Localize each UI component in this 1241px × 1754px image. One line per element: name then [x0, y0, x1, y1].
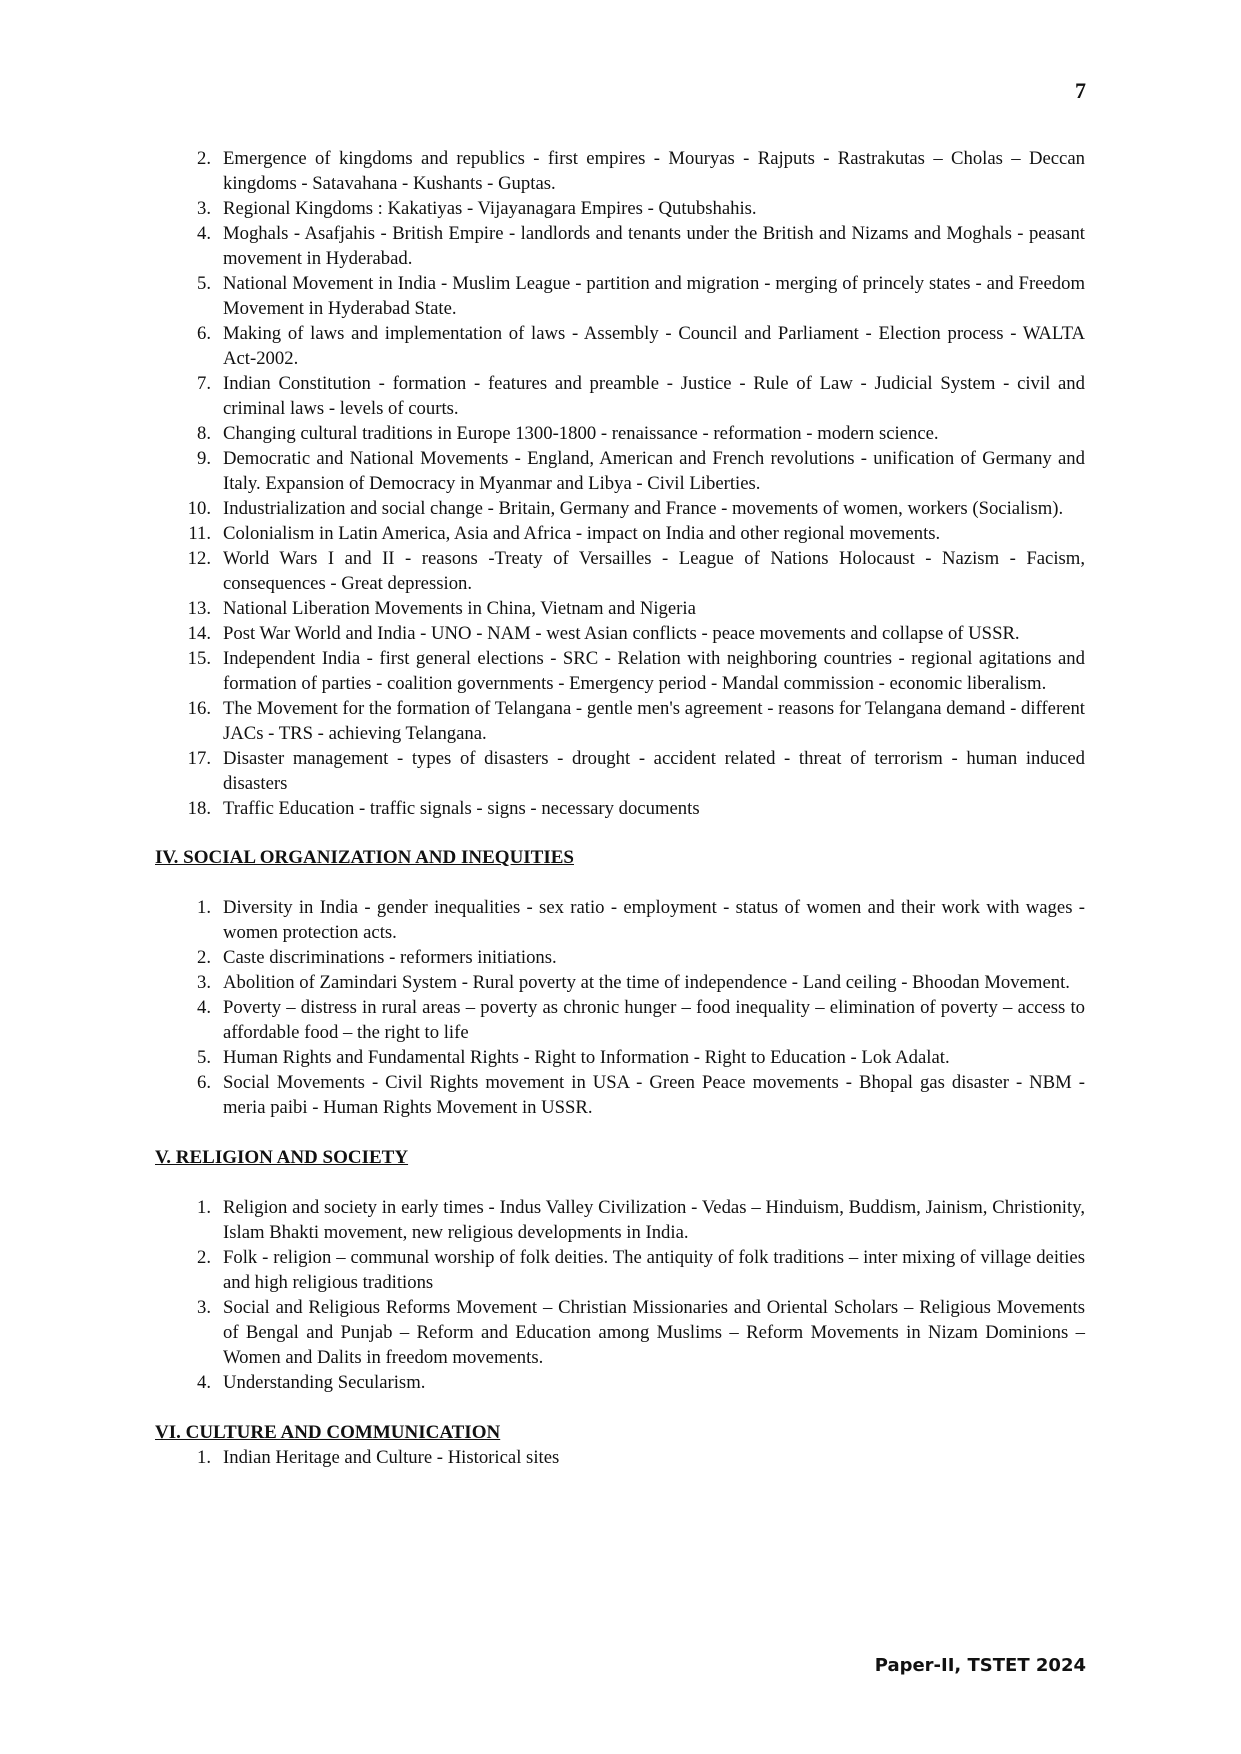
- list-item-text: Disaster management - types of disasters - drought - accident related - threat of terrorism - human induced disasters: [223, 748, 1085, 794]
- list-item: [155, 1370, 1085, 1395]
- list-item: [155, 446, 1085, 496]
- list-item-number: 4.: [196, 997, 211, 1018]
- list-item-text: Folk - religion – communal worship of folk deities. The antiquity of folk traditions – inter mixing of village deities and high religious traditions: [223, 1247, 1085, 1293]
- list-item-text: Abolition of Zamindari System - Rural poverty at the time of independence - Land ceiling - Bhoodan Movement.: [223, 972, 1070, 993]
- list-item: [155, 221, 1085, 271]
- list-item-text: Making of laws and implementation of laws - Assembly - Council and Parliament - Election process - WALTA Act-2002.: [223, 323, 1085, 369]
- list-item-text: Social Movements - Civil Rights movement in USA - Green Peace movements - Bhopal gas disaster - NBM - meria paibi - Human Rights Movement in USSR.: [223, 1072, 1085, 1118]
- list-item-number: 6.: [196, 1072, 211, 1093]
- list-item-text: Social and Religious Reforms Movement – Christian Missionaries and Oriental Scholars – Religious Movements of Bengal and Punjab – Reform and Education among Muslims – Reform Movements in Nizam Dominions – Women and Dalits in freedom movements.: [223, 1297, 1085, 1368]
- list-item-text: Industrialization and social change - Britain, Germany and France - movements of women, workers (Socialism).: [223, 498, 1064, 519]
- list-item: [155, 271, 1085, 321]
- list-item-number: 11.: [188, 523, 211, 544]
- list-item-text: Colonialism in Latin America, Asia and Africa - impact on India and other regional movements.: [223, 523, 941, 544]
- list-item: [155, 995, 1085, 1045]
- list-item: [155, 1045, 1085, 1070]
- section3-list: [155, 146, 1085, 821]
- list-item-number: 17.: [187, 748, 211, 769]
- list-item-number: 3.: [196, 972, 211, 993]
- list-item: [155, 1070, 1085, 1120]
- list-item: [155, 596, 1085, 621]
- list-item-number: 9.: [196, 448, 211, 469]
- list-item-number: 5.: [196, 273, 211, 294]
- list-item-text: National Liberation Movements in China, Vietnam and Nigeria: [223, 598, 696, 619]
- list-item: [155, 1445, 1085, 1470]
- list-item: [155, 796, 1085, 821]
- section-heading-social-organization: IV. SOCIAL ORGANIZATION AND INEQUITIES: [155, 847, 574, 868]
- list-item-number: 15.: [187, 648, 211, 669]
- section-heading-religion-society: V. RELIGION AND SOCIETY: [155, 1147, 409, 1168]
- list-item: [155, 546, 1085, 596]
- list-item: [155, 1245, 1085, 1295]
- list-item-number: 13.: [187, 598, 211, 619]
- list-item-text: Indian Heritage and Culture - Historical sites: [223, 1447, 560, 1468]
- list-item-text: Regional Kingdoms : Kakatiyas - Vijayanagara Empires - Qutubshahis.: [223, 198, 757, 219]
- list-item: [155, 1195, 1085, 1245]
- list-item-text: National Movement in India - Muslim League - partition and migration - merging of princely states - and Freedom Movement in Hyderabad State.: [223, 273, 1085, 319]
- list-item-number: 18.: [187, 798, 211, 819]
- list-item-text: World Wars I and II - reasons -Treaty of Versailles - League of Nations Holocaust - Nazism - Facism, consequences - Great depression.: [223, 548, 1085, 594]
- list-item-number: 2.: [196, 148, 211, 169]
- list-item: [155, 746, 1085, 796]
- list-item-text: Emergence of kingdoms and republics - first empires - Mouryas - Rajputs - Rastrakutas – Cholas – Deccan kingdoms - Satavahana - Kushants - Guptas.: [223, 148, 1085, 194]
- list-item-text: Democratic and National Movements - England, American and French revolutions - unification of Germany and Italy. Expansion of Democracy in Myanmar and Libya - Civil Liberties.: [223, 448, 1085, 494]
- list-item-number: 1.: [196, 1447, 211, 1468]
- section-heading-culture-communication: VI. CULTURE AND COMMUNICATION: [155, 1422, 501, 1443]
- list-item-number: 3.: [196, 1297, 211, 1318]
- list-item-number: 5.: [196, 1047, 211, 1068]
- list-item-number: 2.: [196, 1247, 211, 1268]
- list-item: [155, 146, 1085, 196]
- list-item: [155, 621, 1085, 646]
- list-item-number: 7.: [196, 373, 211, 394]
- list-item-text: Caste discriminations - reformers initiations.: [223, 947, 557, 968]
- list-item-text: Understanding Secularism.: [223, 1372, 426, 1393]
- list-item-number: 6.: [196, 323, 211, 344]
- list-item: [155, 521, 1085, 546]
- list-item: [155, 421, 1085, 446]
- list-item-number: 14.: [187, 623, 211, 644]
- page-number: 7: [1075, 78, 1086, 103]
- list-item-number: 2.: [196, 947, 211, 968]
- list-item-number: 12.: [187, 548, 211, 569]
- list-item-number: 1.: [196, 1197, 211, 1218]
- list-item: [155, 1295, 1085, 1370]
- list-item: [155, 196, 1085, 221]
- list-item: [155, 646, 1085, 696]
- list-item: [155, 496, 1085, 521]
- list-item: [155, 696, 1085, 746]
- section4-list: [155, 895, 1085, 1120]
- list-item-text: Poverty – distress in rural areas – poverty as chronic hunger – food inequality – elimination of poverty – access to affordable food – the right to life: [223, 997, 1085, 1043]
- list-item-text: Indian Constitution - formation - features and preamble - Justice - Rule of Law - Judicial System - civil and criminal laws - levels of courts.: [223, 373, 1085, 419]
- list-item-text: Diversity in India - gender inequalities - sex ratio - employment - status of women and their work with wages - women protection acts.: [223, 897, 1085, 943]
- list-item-text: Religion and society in early times - Indus Valley Civilization - Vedas – Hinduism, Buddism, Jainism, Christionity, Islam Bhakti movement, new religious developments in India.: [223, 1197, 1085, 1243]
- list-item-number: 16.: [187, 698, 211, 719]
- section6-list: [155, 1445, 1085, 1470]
- list-item-number: 3.: [196, 198, 211, 219]
- list-item-text: The Movement for the formation of Telangana - gentle men's agreement - reasons for Telangana demand - different JACs - TRS - achieving Telangana.: [223, 698, 1085, 744]
- list-item-number: 4.: [196, 223, 211, 244]
- list-item: [155, 895, 1085, 945]
- list-item-text: Moghals - Asafjahis - British Empire - landlords and tenants under the British and Nizams and Moghals - peasant movement in Hyderabad.: [223, 223, 1085, 269]
- list-item-number: 1.: [196, 897, 211, 918]
- list-item-number: 10.: [187, 498, 211, 519]
- page-content: [155, 146, 1085, 1470]
- list-item: [155, 321, 1085, 371]
- footer-paper-label: Paper-II, TSTET 2024: [874, 1655, 1086, 1676]
- list-item-text: Independent India - first general elections - SRC - Relation with neighboring countries - regional agitations and formation of parties - coalition governments - Emergency period - Mandal commission - economic liberalism.: [223, 648, 1085, 694]
- list-item: [155, 970, 1085, 995]
- section5-list: [155, 1195, 1085, 1395]
- list-item-text: Traffic Education - traffic signals - signs - necessary documents: [223, 798, 700, 819]
- list-item-text: Human Rights and Fundamental Rights - Right to Information - Right to Education - Lok Adalat.: [223, 1047, 950, 1068]
- list-item: [155, 371, 1085, 421]
- list-item-number: 8.: [196, 423, 211, 444]
- list-item: [155, 945, 1085, 970]
- list-item-text: Changing cultural traditions in Europe 1300-1800 - renaissance - reformation - modern science.: [223, 423, 939, 444]
- list-item-text: Post War World and India - UNO - NAM - west Asian conflicts - peace movements and collapse of USSR.: [223, 623, 1020, 644]
- list-item-number: 4.: [196, 1372, 211, 1393]
